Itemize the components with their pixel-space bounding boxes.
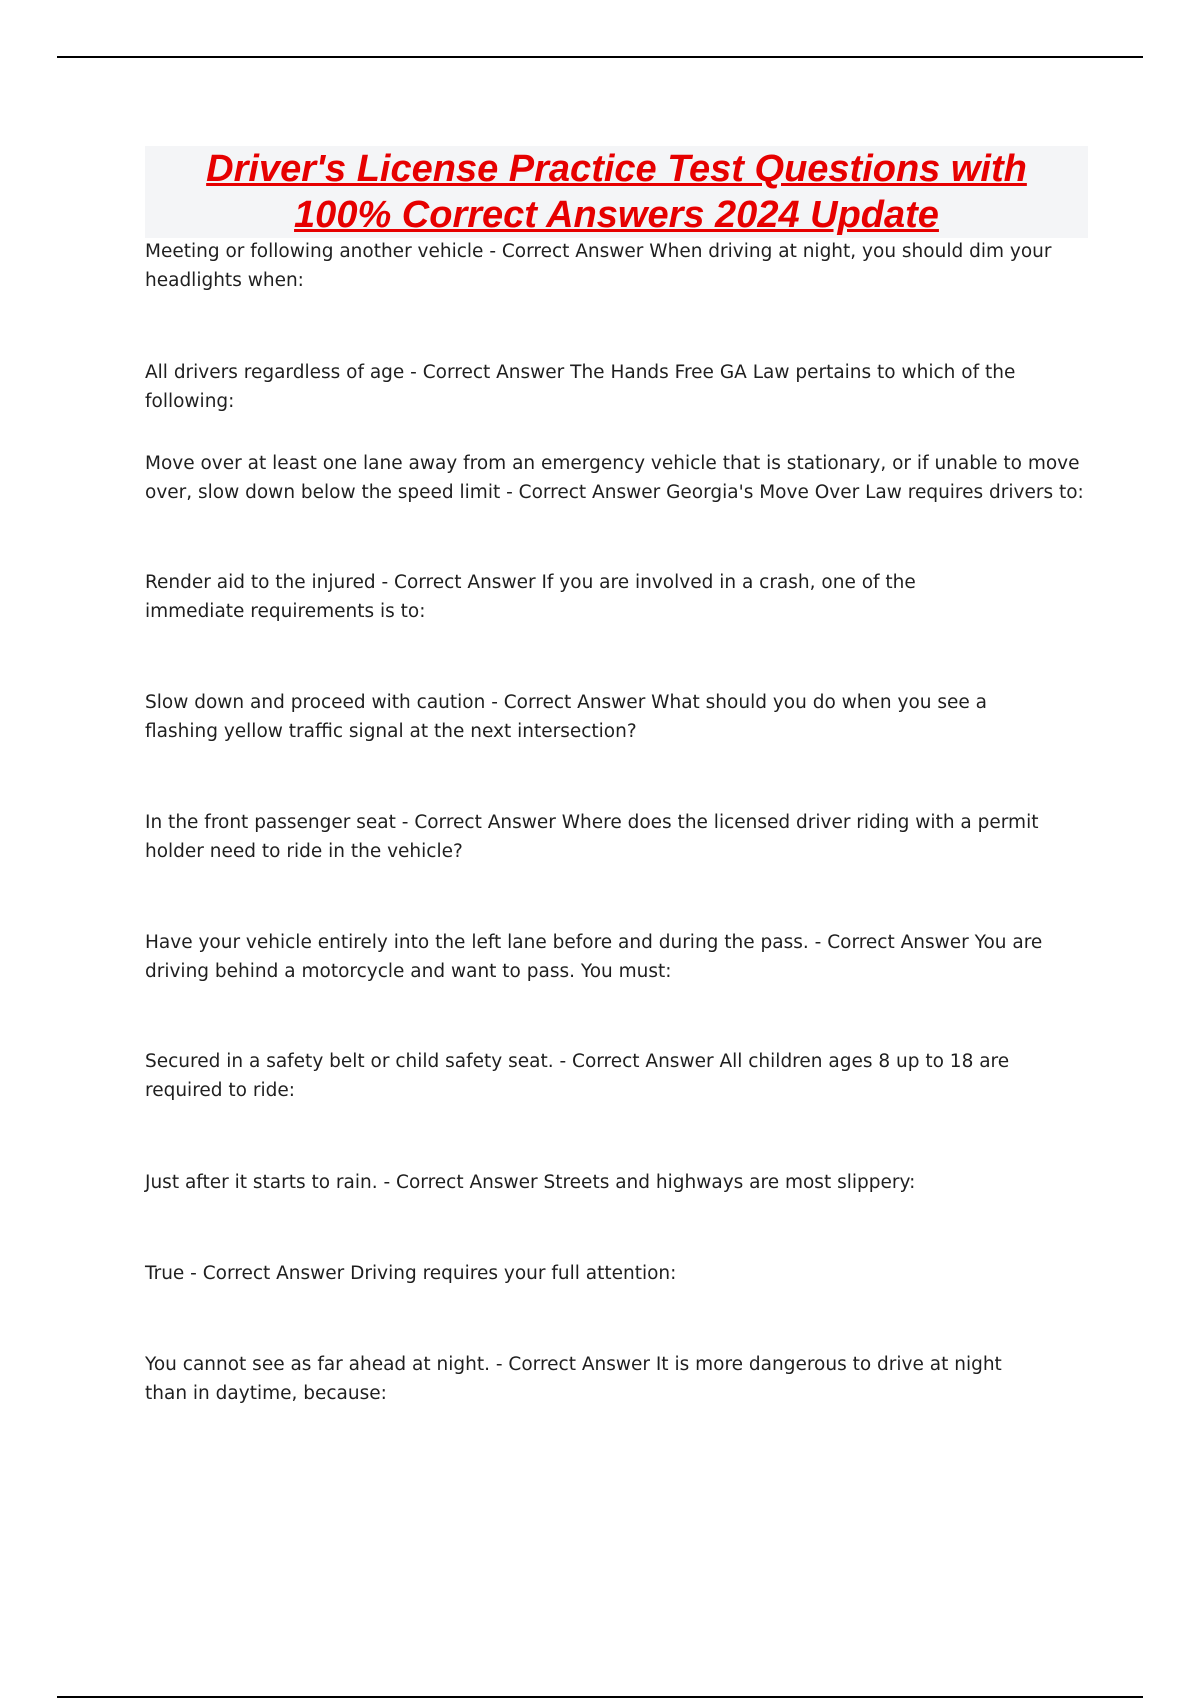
qa-item-1: Meeting or following another vehicle - Correct Answer When driving at night, you should dim your headlights when: <box>145 241 1052 291</box>
qa-item-7: Have your vehicle entirely into the left lane before and during the pass. - Correct Answer You are driving behind a motorcycle and want to pass. You must: <box>145 932 1043 982</box>
title-banner <box>145 146 1088 238</box>
qa-item-6: In the front passenger seat - Correct Answer Where does the licensed driver riding with a permit holder need to ride in the vehicle? <box>145 812 1039 862</box>
qa-item-9: Just after it starts to rain. - Correct Answer Streets and highways are most slippery: <box>145 1172 916 1193</box>
title-line-2: 100% Correct Answers 2024 Update <box>294 194 939 236</box>
top-rule <box>57 56 1143 58</box>
qa-item-3: Move over at least one lane away from an emergency vehicle that is stationary, or if unable to move over, slow down below the speed limit - Correct Answer Georgia's Move Over Law requires drivers to: <box>145 453 1084 503</box>
bottom-rule <box>57 1696 1143 1698</box>
qa-item-2: All drivers regardless of age - Correct Answer The Hands Free GA Law pertains to which of the following: <box>145 362 1016 412</box>
document-title <box>145 146 1088 238</box>
qa-item-4: Render aid to the injured - Correct Answer If you are involved in a crash, one of the immediate requirements is to: <box>145 572 916 622</box>
qa-item-5: Slow down and proceed with caution - Correct Answer What should you do when you see a flashing yellow traffic signal at the next intersection? <box>145 692 987 742</box>
qa-item-10: True - Correct Answer Driving requires your full attention: <box>145 1263 677 1284</box>
title-line-1: Driver's License Practice Test Questions with <box>206 148 1027 190</box>
qa-item-8: Secured in a safety belt or child safety seat. - Correct Answer All children ages 8 up to 18 are required to ride: <box>145 1051 1010 1101</box>
qa-item-11: You cannot see as far ahead at night. - Correct Answer It is more dangerous to drive at night than in daytime, because: <box>145 1354 1002 1404</box>
